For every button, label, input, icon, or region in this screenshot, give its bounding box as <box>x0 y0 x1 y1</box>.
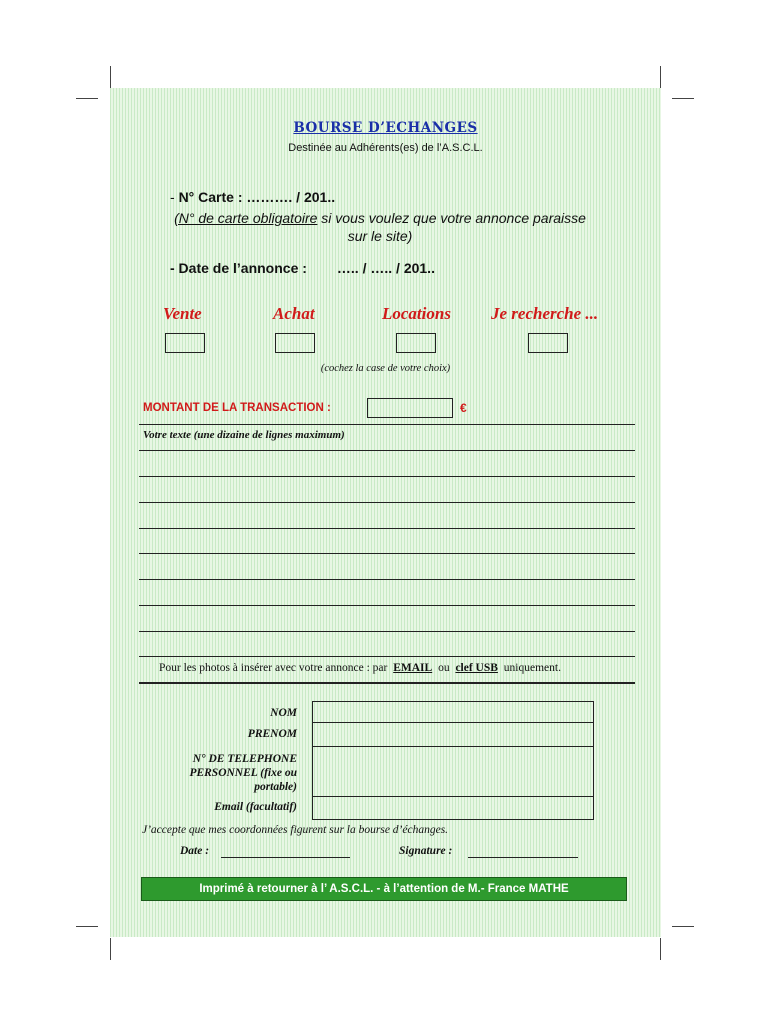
form-subtitle: Destinée au Adhérents(es) de l’A.S.C.L. <box>288 142 483 154</box>
carte-note <box>170 209 590 245</box>
rule-line <box>139 424 635 425</box>
date-line[interactable] <box>221 857 350 858</box>
telephone-label-line: PERSONNEL (fixe ou <box>189 767 297 779</box>
photos-usb: clef USB <box>455 662 498 674</box>
crop-mark <box>672 926 694 927</box>
text-line[interactable] <box>139 553 635 554</box>
carte-label: N° Carte : ………. / 201.. <box>178 189 336 205</box>
crop-mark <box>660 938 661 960</box>
telephone-field[interactable] <box>312 746 594 797</box>
photos-suffix: uniquement. <box>503 662 561 674</box>
text-line[interactable] <box>139 450 635 451</box>
choice-vente-label: Vente <box>163 304 202 323</box>
choice-locations-label: Locations <box>382 304 451 323</box>
text-line[interactable] <box>139 528 635 529</box>
telephone-label <box>165 752 297 794</box>
choice-achat-checkbox[interactable] <box>275 333 315 353</box>
photos-middle: ou <box>438 662 450 674</box>
consent-text: J’accepte que mes coordonnées figurent sur la bourse d’échanges. <box>142 824 449 836</box>
form-sheet <box>110 88 661 937</box>
text-line[interactable] <box>139 476 635 477</box>
signature-label: Signature : <box>399 845 453 857</box>
prenom-label: PRENOM <box>247 728 297 740</box>
prenom-field[interactable] <box>312 722 594 747</box>
text-line[interactable] <box>139 605 635 606</box>
text-line[interactable] <box>139 631 635 632</box>
crop-mark <box>110 66 111 88</box>
signature-line[interactable] <box>468 857 578 858</box>
carte-note-rest: si vous voulez que votre annonce paraisse sur le site) <box>317 210 586 244</box>
date-label: Date : <box>180 845 210 857</box>
return-banner: Imprimé à retourner à l’ A.S.C.L. - à l’attention de M.- France MATHE <box>141 877 627 901</box>
date-annonce-value: ….. / ….. / 201.. <box>336 260 435 276</box>
form-title: BOURSE D’ECHANGES <box>293 120 478 136</box>
choice-vente-checkbox[interactable] <box>165 333 205 353</box>
texte-label: Votre texte (une dizaine de lignes maximum) <box>143 429 345 441</box>
email-field[interactable] <box>312 796 594 820</box>
rule-line <box>139 682 635 684</box>
text-line[interactable] <box>139 579 635 580</box>
crop-mark <box>110 938 111 960</box>
nom-field[interactable] <box>312 701 594 723</box>
crop-mark <box>672 98 694 99</box>
montant-input[interactable] <box>367 398 453 418</box>
choice-locations-checkbox[interactable] <box>396 333 436 353</box>
photos-prefix: Pour les photos à insérer avec votre annonce : par <box>159 662 388 674</box>
nom-label: NOM <box>270 707 297 719</box>
telephone-label-line: portable) <box>254 781 297 793</box>
photos-instruction <box>159 662 561 674</box>
email-label: Email (facultatif) <box>214 801 297 813</box>
carte-number-line <box>170 189 335 205</box>
text-line[interactable] <box>139 656 635 657</box>
montant-label: MONTANT DE LA TRANSACTION : <box>143 402 331 414</box>
crop-mark <box>76 926 98 927</box>
choice-recherche-checkbox[interactable] <box>528 333 568 353</box>
carte-note-underlined: (N° de carte obligatoire <box>174 210 318 226</box>
crop-mark <box>76 98 98 99</box>
date-annonce-line <box>170 260 435 276</box>
crop-mark <box>660 66 661 88</box>
date-annonce-label: - Date de l’annonce : <box>170 260 307 276</box>
text-line[interactable] <box>139 502 635 503</box>
choice-achat-label: Achat <box>273 304 315 323</box>
euro-symbol: € <box>460 401 467 415</box>
choice-hint: (cochez la case de votre choix) <box>320 363 451 374</box>
carte-dash: - <box>170 189 179 205</box>
photos-email: EMAIL <box>393 662 433 674</box>
telephone-label-line: N° DE TELEPHONE <box>192 753 297 765</box>
choice-recherche-label: Je recherche ... <box>491 304 599 323</box>
